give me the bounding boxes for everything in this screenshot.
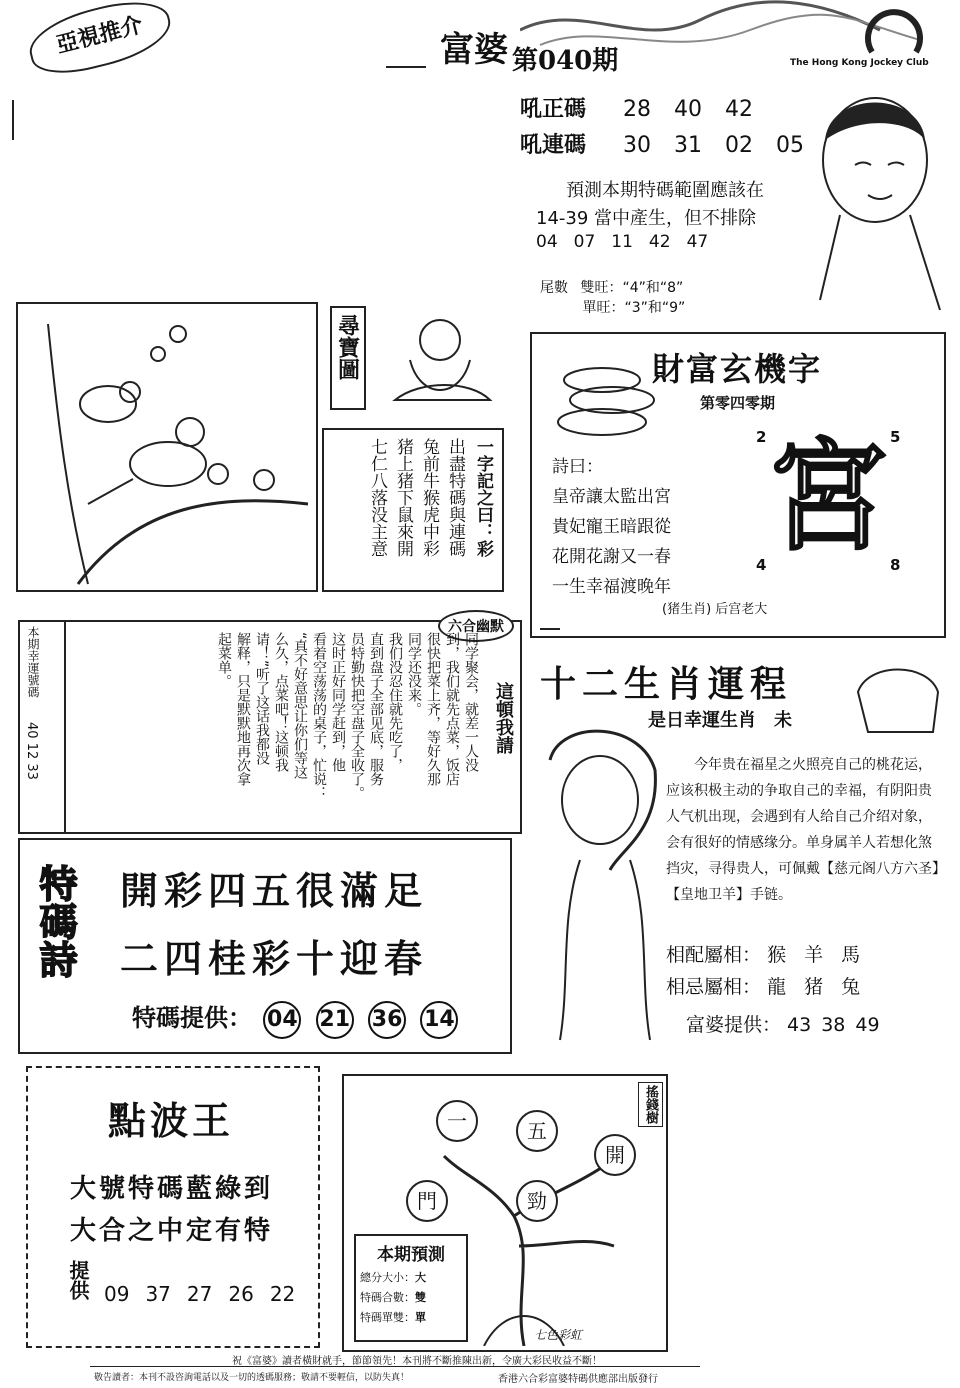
story-text: 同学聚会，就差一人没 到，我们就先点菜，饭店 很快把菜上齐，等好久那 同学还没来。 我们没忍住就先吃了， 直到盘子全部见底，服务 员特勤快把空盘子全收了。 这时正好同学赶到，他 看着空荡荡的桌子，忙说： “真不好意思让你们等这 么久，点菜吧！这顿我 请！”听了这话我都没 解释，只是默默地再次拿 起菜单。 (216, 632, 479, 800)
footer-line-1: 祝《富婆》讀者橫財就手，節節領先！本刊將不斷推陳出新，令廣大彩民收益不斷！ (232, 1356, 602, 1367)
wave-king-numbers: 09 37 27 26 22 (104, 1282, 296, 1306)
woman-portrait-image (520, 720, 670, 1050)
tree-node-4: 門 (406, 1180, 448, 1222)
fortune-char: 宮 (768, 426, 888, 567)
fortune-poem: 詩曰： 皇帝讓太監出宮 貴妃寵王暗跟從 花開花謝又一春 一生幸福渡晚年 (552, 457, 671, 597)
special-poem-line1: 開彩四五很滿足 (120, 868, 429, 913)
lucky-numbers: 40 12 33 (24, 722, 39, 780)
lian-numbers: 30 31 02 05 (623, 133, 805, 158)
special-poem-line2: 二四桂彩十迎春 (120, 936, 429, 981)
lucky-label: 本期幸運號碼 (26, 626, 40, 698)
money-tree-side: 搖錢樹 (638, 1082, 663, 1127)
zheng-label: 吼正碼 (520, 96, 587, 122)
corner-num-tr: 5 (890, 428, 901, 446)
tail-label: 尾數 (540, 280, 568, 296)
logo (440, 22, 508, 71)
treasure-scroll (322, 428, 504, 592)
predict-line-1: 預測本期特碼範圍應該在 (566, 180, 764, 201)
bird-illustration (18, 304, 316, 590)
wave-king-box (26, 1066, 320, 1348)
fortune-word-box (530, 332, 946, 638)
corner-num-br: 8 (890, 556, 901, 574)
corner-num-bl: 4 (756, 556, 767, 574)
promo-tag-text: 亞視推介 (53, 12, 146, 59)
special-poem-box (18, 838, 512, 1054)
special-code-row: 特碼提供： 04 21 36 14 (132, 998, 461, 1039)
horseshoe-icon (862, 4, 926, 60)
story-box (18, 620, 522, 834)
special-ball: 04 (263, 1001, 301, 1039)
predict-row: 總分大小：大 (360, 1271, 426, 1284)
zodiac-title: 十二生肖運程 (540, 663, 793, 705)
predict-numbers: 04 07 11 42 47 (536, 232, 709, 252)
fortune-caption: (猪生肖) 后宫老大 (662, 602, 768, 617)
lian-row (520, 128, 820, 159)
promo-tag (23, 0, 177, 83)
issue-number: 第040期 (512, 46, 619, 76)
zheng-numbers: 28 40 42 (623, 97, 754, 122)
zodiac-subtitle: 是日幸運生肖 未 (648, 710, 792, 731)
special-ball: 21 (316, 1001, 354, 1039)
wave-king-line2: 大合之中定有特 (70, 1216, 274, 1246)
logo-text: 富婆 (440, 30, 508, 70)
tree-node-2: 五 (516, 1110, 558, 1152)
predict-box (354, 1234, 468, 1342)
fortune-rule (540, 628, 560, 630)
wave-king-title: 點波王 (108, 1098, 235, 1143)
money-tree-box (342, 1074, 668, 1352)
zodiac-clash: 相忌屬相： 龍 猪 兔 (666, 976, 867, 998)
predict-line-2: 14-39 當中產生，但不排除 (536, 208, 757, 229)
tree-node-5: 勁 (516, 1180, 558, 1222)
predict-row: 特碼單雙：單 (360, 1311, 426, 1324)
wave-king-line1: 大號特碼藍綠到 (70, 1174, 274, 1204)
tail-double: 雙旺：“4”和“8” (580, 280, 684, 296)
lucky-divider (64, 622, 66, 832)
zodiac-text: 今年贵在福星之火照亮自己的桃花运，应该积极主动的争取自己的幸福，有阴阳贵人气机出现，会遇到有人给自己介绍对象，会有很好的情感缘分。单身属羊人若想化煞挡灾，寻得贵人，可佩戴【慈元阁八方六圣】【皇地卫羊】手链。 (666, 757, 939, 903)
zodiac-match: 相配屬相： 猴 羊 馬 (666, 944, 867, 966)
left-divider (12, 100, 14, 140)
fist-icon (848, 652, 948, 742)
lian-label: 吼連碼 (520, 132, 587, 158)
fortune-word-issue: 第零四零期 (700, 394, 776, 412)
corner-num-tl: 2 (756, 428, 767, 446)
special-ball: 14 (420, 1001, 458, 1039)
treasure-map-label: 尋寶圖 (334, 314, 361, 380)
tail-single: 單旺：“3”和“9” (582, 300, 686, 316)
girl-portrait-image (800, 70, 950, 320)
special-poem-side: 特碼詩 (33, 864, 78, 978)
header-rule (386, 66, 426, 68)
money-tree-signature: 七色彩虹 (534, 1328, 583, 1342)
jockey-club-text: The Hong Kong Jockey Club (790, 58, 929, 68)
treasure-title: 一字記之曰：彩 (473, 438, 493, 557)
story-title: 這頓我請 (493, 682, 514, 754)
fortune-word-title: 財富玄機字 (652, 350, 823, 388)
treasure-poem: 出盡特碼與連碼 兔前牛猴虎中彩 猪上猪下鼠來開 七仁八落没主意 (367, 438, 465, 557)
zheng-row (520, 92, 769, 123)
tail-numbers (540, 278, 685, 318)
zodiac-provide: 富婆提供： 43 38 49 (686, 1014, 880, 1036)
treasure-map-label-box (330, 306, 366, 410)
cupid-icon (380, 300, 500, 410)
predict-title: 本期預測 (377, 1245, 445, 1265)
footer-left: 敬告讀者：本刊不設咨詢電話以及一切的透碼服務；敬請不要輕信，以防失真！ (94, 1373, 410, 1383)
story-badge: 六合幽默 (438, 610, 514, 642)
tree-node-3: 開 (594, 1134, 636, 1176)
footer-right: 香港六合彩富婆特碼供應部出版發行 (498, 1374, 658, 1385)
special-ball: 36 (368, 1001, 406, 1039)
predict-row: 特碼合數：雙 (360, 1291, 426, 1304)
footer-rule (90, 1366, 700, 1367)
bird-illustration-box (16, 302, 318, 592)
tree-node-1: 一 (436, 1100, 478, 1142)
wave-king-provide-label: 提供 (66, 1260, 90, 1300)
